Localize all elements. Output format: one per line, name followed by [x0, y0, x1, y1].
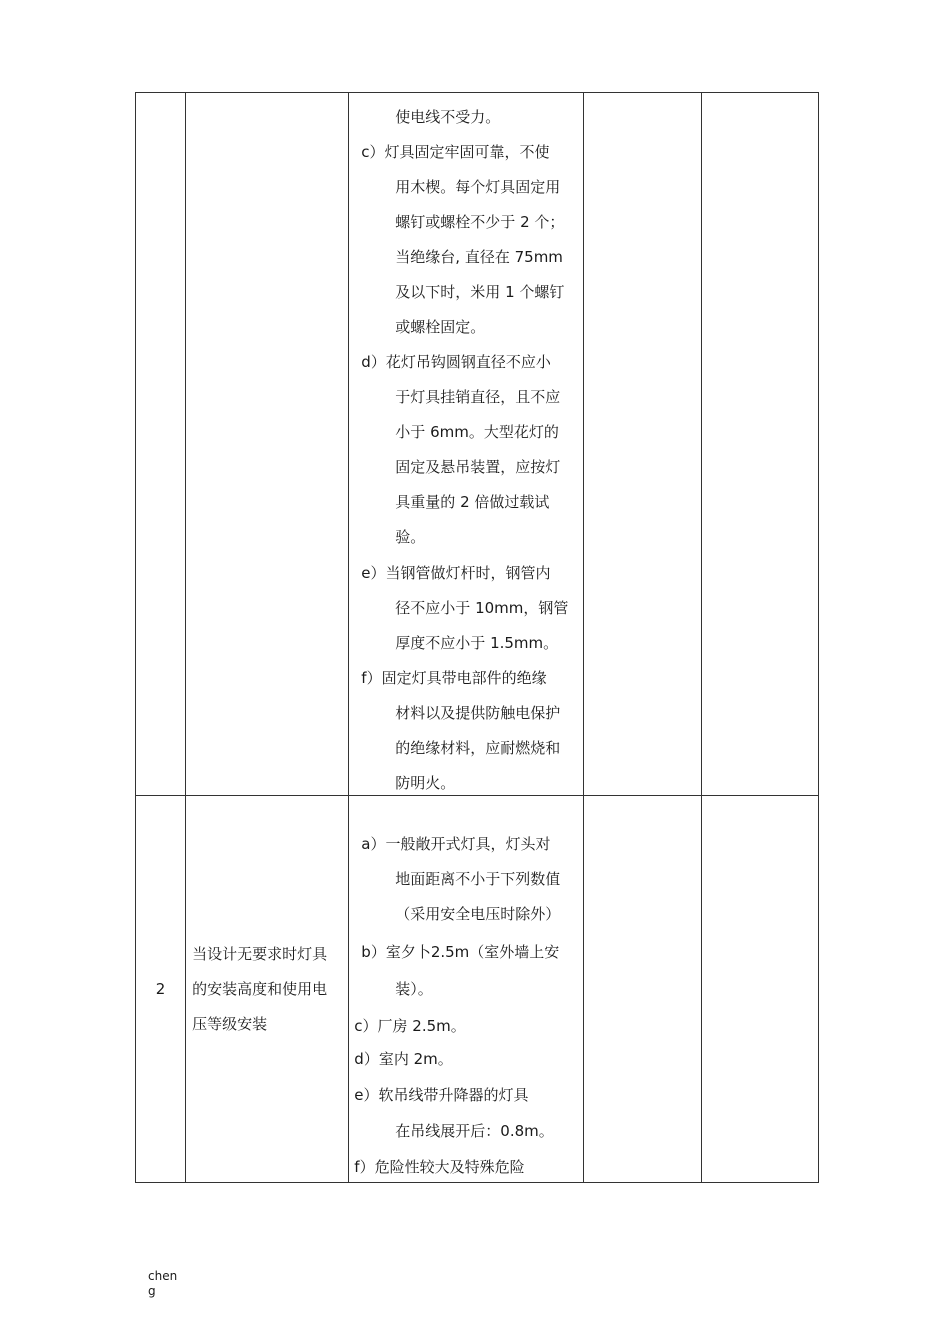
requirement-line: d）室内 2m。 [354, 1050, 453, 1068]
blank-cell [583, 796, 701, 1183]
blank-cell [701, 796, 818, 1183]
requirement-line: 地面距离不小于下列数值 [395, 870, 561, 888]
inspection-table [135, 92, 819, 1183]
requirement-line: 的绝缘材料，应耐燃烧和 [395, 739, 561, 757]
item-line: 的安装高度和使用电 [192, 979, 328, 998]
requirement-line: c）厂房 2.5m。 [354, 1017, 466, 1035]
item-cell [186, 796, 349, 1183]
requirement-line: 在吊线展开后：0.8m。 [395, 1122, 554, 1140]
requirement-line: （采用安全电压时除外） [395, 905, 561, 923]
requirement-line: 当绝缘台, 直径在 75mm [395, 248, 563, 266]
item-cell [186, 93, 349, 796]
table-row [136, 93, 819, 796]
requirement-line: 螺钉或螺栓不少于 2 个； [395, 213, 565, 231]
requirement-line: 小于 6mm。大型花灯的 [395, 423, 559, 441]
requirement-line: 验。 [395, 528, 426, 546]
requirement-line: b）室夕卜2.5m（室外墙上安 [361, 943, 560, 961]
blank-cell [583, 93, 701, 796]
requirement-line: c）灯具固定牢固可靠，不使 [361, 143, 550, 161]
row-number-cell [136, 93, 186, 796]
requirement-line: 使电线不受力。 [395, 108, 501, 126]
requirement-line: 径不应小于 10mm，钢管 [395, 599, 569, 617]
requirement-line: e）当钢管做灯杆时，钢管内 [361, 564, 551, 582]
requirements-cell [349, 796, 583, 1183]
requirement-line: f）固定灯具带电部件的绝缘 [361, 669, 547, 687]
requirement-line: 材料以及提供防触电保护 [395, 704, 561, 722]
requirement-line: 防明火。 [395, 774, 456, 792]
requirement-line: 具重量的 2 倍做过载试 [395, 493, 550, 511]
table-row [136, 796, 819, 1183]
requirement-line: 固定及悬吊装置，应按灯 [395, 458, 561, 476]
requirement-line: 或螺栓固定。 [395, 318, 486, 336]
requirement-line: a）一般敞开式灯具，灯头对 [361, 835, 551, 853]
requirement-line: d）花灯吊钩圆钢直径不应小 [361, 353, 551, 371]
requirements-cell [349, 93, 583, 796]
row-number-cell: 2 [136, 796, 186, 1183]
requirement-line: e）软吊线带升降器的灯具 [354, 1086, 529, 1104]
requirement-line: 用木楔。每个灯具固定用 [395, 178, 561, 196]
requirement-line: 于灯具挂销直径，且不应 [395, 388, 561, 406]
blank-cell [701, 93, 818, 796]
footer-text: cheng [148, 1269, 178, 1298]
requirement-line: 装）。 [395, 980, 433, 998]
requirement-line: f）危险性较大及特殊危险 [354, 1158, 525, 1176]
item-line: 压等级安装 [192, 1014, 268, 1033]
requirement-line: 及以下时，米用 1 个螺钉 [395, 283, 565, 301]
requirement-line: 厚度不应小于 1.5mm。 [395, 634, 559, 652]
item-line: 当设计无要求时灯具 [192, 944, 328, 963]
